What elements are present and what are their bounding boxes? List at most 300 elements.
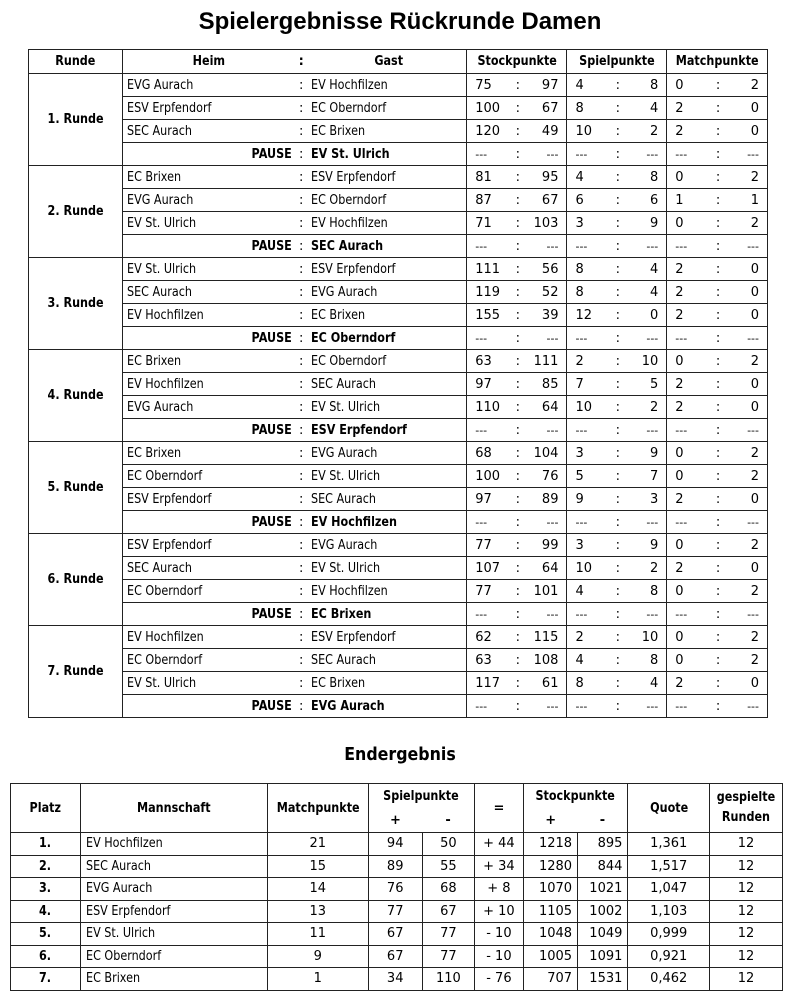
- spiel-separator-text: :: [615, 215, 621, 231]
- home-team-text: EV St. Ulrich: [127, 261, 197, 277]
- game-row: [29, 557, 768, 580]
- match-guest-empty: [723, 695, 767, 718]
- spielpunkte-plus: [368, 878, 422, 901]
- match-separator-text: :: [715, 192, 721, 208]
- stock-guest-empty: [523, 695, 567, 718]
- spielpunkte-minus: [422, 945, 474, 968]
- matchpunkte-text: 1: [313, 971, 322, 987]
- stock-separator-text: :: [515, 675, 521, 691]
- stock-guest-text: 104: [533, 445, 559, 461]
- difference: [474, 833, 523, 856]
- game-row: [29, 350, 768, 373]
- quote: [628, 900, 710, 923]
- platz: [11, 945, 81, 968]
- spielpunkte-minus: [422, 833, 474, 856]
- team-name: [80, 878, 267, 901]
- spiel-separator-text: :: [615, 468, 621, 484]
- match-guest: [723, 465, 767, 488]
- quote: [628, 923, 710, 946]
- guest-team: [307, 465, 467, 488]
- match-home: [667, 373, 713, 396]
- stock-separator-text: :: [515, 100, 521, 116]
- guest-team-text: ESV Erpfendorf: [310, 169, 396, 185]
- match-separator: [713, 488, 723, 511]
- vs-separator-text: :: [299, 514, 304, 530]
- standings-row: [11, 878, 783, 901]
- stock-guest: [523, 373, 567, 396]
- match-home-text: 2: [675, 560, 684, 576]
- match-home: [667, 350, 713, 373]
- match-guest-text: 2: [750, 629, 759, 645]
- stock-guest-text: 64: [541, 399, 559, 415]
- stock-guest-text: 39: [541, 307, 559, 323]
- match-home-empty-text: ---: [675, 423, 688, 437]
- matchpunkte-text: 21: [309, 836, 326, 852]
- stock-separator-text: :: [515, 146, 521, 162]
- match-separator-text: :: [715, 399, 721, 415]
- stock-separator-text: :: [515, 192, 521, 208]
- spielpunkte-minus-text: 50: [440, 836, 457, 852]
- match-home-text: 0: [675, 445, 684, 461]
- matchpunkte: [267, 968, 368, 991]
- home-team-text: EV Hochfilzen: [127, 307, 204, 323]
- match-home-empty-text: ---: [675, 147, 688, 161]
- stock-guest-text: 49: [541, 123, 559, 139]
- gespielte-runden-text: 12: [737, 971, 755, 987]
- stock-guest-empty: [523, 603, 567, 626]
- match-guest-empty: [723, 327, 767, 350]
- vs-separator-text: :: [299, 146, 304, 162]
- spielpunkte-plus-text: 76: [386, 881, 404, 897]
- stock-home: [467, 189, 513, 212]
- stock-home-text: 100: [475, 100, 501, 116]
- match-separator-text: :: [715, 330, 721, 346]
- spiel-separator: [613, 235, 623, 258]
- match-separator: [713, 97, 723, 120]
- stock-separator-text: :: [515, 376, 521, 392]
- match-separator: [713, 327, 723, 350]
- spiel-separator-text: :: [615, 675, 621, 691]
- vs-separator-text: :: [299, 192, 304, 208]
- spiel-home-text: 10: [575, 399, 593, 415]
- results-header-row: [29, 50, 768, 74]
- match-separator: [713, 166, 723, 189]
- stock-guest: [523, 120, 567, 143]
- stock-guest: [523, 212, 567, 235]
- match-separator: [713, 557, 723, 580]
- stock-guest-empty-text: ---: [546, 699, 559, 713]
- pause-row: [29, 419, 768, 442]
- spiel-guest-text: 7: [649, 468, 659, 484]
- spiel-guest-text: 9: [649, 537, 659, 553]
- home-team: [123, 120, 296, 143]
- stock-home: [467, 442, 513, 465]
- stock-separator-text: :: [515, 169, 521, 185]
- spiel-separator-text: :: [615, 238, 621, 254]
- team-name-text: EC Oberndorf: [85, 948, 161, 964]
- vs-separator: [296, 120, 307, 143]
- vs-separator: [296, 511, 307, 534]
- match-separator: [713, 396, 723, 419]
- platz-text: 3.: [39, 881, 52, 897]
- spielpunkte-plus: [368, 945, 422, 968]
- stock-separator: [513, 442, 523, 465]
- stock-home-text: 87: [475, 192, 492, 208]
- stock-separator: [513, 465, 523, 488]
- spiel-separator-text: :: [615, 77, 621, 93]
- difference-text: + 10: [483, 903, 515, 919]
- stockpunkte-minus: [578, 855, 628, 878]
- match-guest-empty-text: ---: [747, 607, 759, 621]
- stock-separator-text: :: [515, 422, 521, 438]
- spiel-home: [567, 672, 613, 695]
- difference: [474, 900, 523, 923]
- spiel-separator-text: :: [615, 330, 621, 346]
- stock-home-text: 120: [475, 123, 501, 139]
- spiel-guest: [623, 97, 667, 120]
- stock-guest-empty: [523, 419, 567, 442]
- game-row: [29, 120, 768, 143]
- stock-separator-text: :: [515, 307, 521, 323]
- guest-team: [307, 212, 467, 235]
- vs-separator-text: :: [299, 284, 304, 300]
- team-name: [80, 833, 267, 856]
- vs-separator-text: :: [299, 537, 304, 553]
- stock-home-text: 110: [475, 399, 501, 415]
- game-row: [29, 304, 768, 327]
- stock-guest-text: 108: [533, 652, 559, 668]
- match-separator-text: :: [715, 698, 721, 714]
- match-separator: [713, 304, 723, 327]
- spiel-guest: [623, 488, 667, 511]
- stockpunkte-minus: [578, 900, 628, 923]
- round-label-text: 7. Runde: [47, 664, 104, 679]
- spiel-guest-text: 8: [649, 77, 659, 93]
- stock-guest-text: 64: [541, 560, 559, 576]
- matchpunkte: [267, 833, 368, 856]
- spiel-guest: [623, 557, 667, 580]
- spiel-separator: [613, 120, 623, 143]
- stock-separator: [513, 534, 523, 557]
- match-guest-text: 0: [750, 491, 759, 507]
- match-separator-text: :: [715, 583, 721, 599]
- spiel-guest-empty: [623, 235, 667, 258]
- quote-text: 0,921: [650, 948, 688, 964]
- stock-guest-text: 76: [541, 468, 559, 484]
- stock-home: [467, 672, 513, 695]
- stock-separator-text: :: [515, 652, 521, 668]
- stock-home: [467, 557, 513, 580]
- spiel-home: [567, 396, 613, 419]
- pause-label: [123, 235, 296, 258]
- spiel-home: [567, 189, 613, 212]
- results-body: [29, 74, 768, 718]
- home-team-text: EV St. Ulrich: [127, 675, 197, 691]
- pause-label-text: PAUSE: [251, 330, 292, 346]
- game-row: [29, 281, 768, 304]
- matchpunkte-text: 14: [309, 881, 326, 897]
- vs-separator: [296, 166, 307, 189]
- spiel-home-empty: [567, 143, 613, 166]
- vs-separator: [296, 580, 307, 603]
- gespielte-runden-text: 12: [737, 881, 755, 897]
- pause-label-text: PAUSE: [251, 606, 292, 622]
- vs-separator: [296, 97, 307, 120]
- standings-row: [11, 923, 783, 946]
- spiel-separator: [613, 97, 623, 120]
- match-separator-text: :: [715, 491, 721, 507]
- platz: [11, 878, 81, 901]
- match-home: [667, 442, 713, 465]
- match-guest: [723, 557, 767, 580]
- vs-separator: [296, 212, 307, 235]
- stock-separator-text: :: [515, 606, 521, 622]
- home-team-text: EV St. Ulrich: [127, 215, 197, 231]
- stock-home-empty: [467, 695, 513, 718]
- vs-separator-text: :: [299, 560, 304, 576]
- stock-guest-empty: [523, 327, 567, 350]
- match-home-text: 2: [675, 284, 684, 300]
- spiel-guest-text: 10: [641, 629, 659, 645]
- match-home-empty-text: ---: [675, 515, 688, 529]
- stock-home-text: 107: [475, 560, 501, 576]
- match-guest-text: 0: [750, 307, 759, 323]
- header-gast: Gast: [307, 50, 467, 74]
- stock-guest: [523, 534, 567, 557]
- spielpunkte-minus-text: 68: [440, 881, 457, 897]
- stockpunkte-plus: [523, 923, 577, 946]
- quote-text: 0,462: [650, 971, 688, 987]
- stock-guest: [523, 258, 567, 281]
- header-matchpunkte: Matchpunkte: [267, 784, 368, 833]
- match-home: [667, 488, 713, 511]
- match-guest-text: 2: [750, 652, 759, 668]
- stock-guest: [523, 672, 567, 695]
- stock-guest-empty-text: ---: [546, 147, 559, 161]
- stockpunkte-plus-text: 1280: [538, 858, 573, 874]
- spiel-home: [567, 212, 613, 235]
- stock-separator-text: :: [515, 261, 521, 277]
- home-team-text: EV Hochfilzen: [127, 629, 204, 645]
- vs-separator: [296, 649, 307, 672]
- spiel-guest: [623, 212, 667, 235]
- spiel-home-empty-text: ---: [575, 423, 588, 437]
- match-separator-text: :: [715, 560, 721, 576]
- match-home-text: 0: [675, 652, 684, 668]
- stock-guest-text: 101: [533, 583, 559, 599]
- spiel-guest-text: 9: [649, 215, 659, 231]
- guest-team-text: EC Oberndorf: [310, 192, 387, 208]
- vs-separator-text: :: [299, 583, 304, 599]
- home-team: [123, 350, 296, 373]
- stock-separator: [513, 695, 523, 718]
- stockpunkte-plus-text: 1048: [538, 926, 573, 942]
- header-matchpunkte: Matchpunkte: [667, 50, 768, 74]
- pause-label: [123, 511, 296, 534]
- stock-separator-text: :: [515, 445, 521, 461]
- match-home: [667, 97, 713, 120]
- spiel-home: [567, 120, 613, 143]
- home-team: [123, 166, 296, 189]
- round-label: [29, 626, 123, 718]
- stock-guest: [523, 281, 567, 304]
- spielpunkte-plus: [368, 923, 422, 946]
- spiel-separator: [613, 626, 623, 649]
- round-label-text: 5. Runde: [47, 480, 104, 495]
- stock-guest-text: 52: [541, 284, 559, 300]
- matchpunkte-text: 11: [309, 926, 326, 942]
- match-guest-text: 2: [750, 215, 759, 231]
- match-home-empty: [667, 511, 713, 534]
- team-name: [80, 900, 267, 923]
- home-team: [123, 396, 296, 419]
- stock-home: [467, 97, 513, 120]
- matchpunkte-text: 9: [313, 948, 322, 964]
- stock-home: [467, 120, 513, 143]
- home-team-text: ESV Erpfendorf: [127, 491, 212, 507]
- guest-team-text: EC Brixen: [310, 123, 365, 139]
- stockpunkte-minus-text: 1091: [589, 948, 623, 964]
- match-home-empty: [667, 235, 713, 258]
- vs-separator-text: :: [299, 491, 304, 507]
- pause-team: [307, 511, 467, 534]
- spiel-separator: [613, 649, 623, 672]
- stock-home-empty-text: ---: [475, 331, 488, 345]
- pause-label-text: PAUSE: [251, 698, 292, 714]
- stock-guest: [523, 557, 567, 580]
- home-team: [123, 281, 296, 304]
- pause-label: [123, 603, 296, 626]
- vs-separator-text: :: [299, 422, 304, 438]
- platz: [11, 833, 81, 856]
- match-separator: [713, 350, 723, 373]
- difference-text: + 34: [483, 858, 515, 874]
- pause-label-text: PAUSE: [251, 238, 292, 254]
- stockpunkte-plus-text: 1105: [538, 903, 573, 919]
- match-separator-text: :: [715, 238, 721, 254]
- pause-team-text: EV St. Ulrich: [310, 146, 390, 162]
- spiel-home: [567, 465, 613, 488]
- header-colon: :: [296, 50, 307, 74]
- spiel-guest-empty-text: ---: [646, 607, 659, 621]
- spiel-guest-text: 2: [649, 123, 659, 139]
- spiel-guest-text: 2: [649, 399, 659, 415]
- vs-separator: [296, 327, 307, 350]
- match-home-text: 0: [675, 77, 684, 93]
- spiel-separator-text: :: [615, 583, 621, 599]
- spiel-guest: [623, 534, 667, 557]
- stock-separator: [513, 281, 523, 304]
- guest-team: [307, 350, 467, 373]
- spiel-separator-text: :: [615, 629, 621, 645]
- guest-team-text: ESV Erpfendorf: [310, 629, 396, 645]
- platz: [11, 923, 81, 946]
- match-guest: [723, 166, 767, 189]
- spiel-home-text: 8: [575, 261, 584, 277]
- stock-separator-text: :: [515, 583, 521, 599]
- home-team: [123, 258, 296, 281]
- match-guest-text: 0: [750, 376, 759, 392]
- spielpunkte-plus-text: 67: [386, 926, 404, 942]
- spielpunkte-minus-text: 67: [440, 903, 457, 919]
- header-stock-plus: +: [523, 808, 577, 833]
- vs-separator: [296, 626, 307, 649]
- match-separator-text: :: [715, 514, 721, 530]
- stock-separator: [513, 511, 523, 534]
- spiel-guest: [623, 166, 667, 189]
- difference-text: - 10: [486, 948, 512, 964]
- match-separator: [713, 120, 723, 143]
- spiel-separator-text: :: [615, 606, 621, 622]
- stock-home: [467, 350, 513, 373]
- stock-separator: [513, 419, 523, 442]
- stock-guest-text: 111: [533, 353, 559, 369]
- home-team: [123, 442, 296, 465]
- spiel-home: [567, 626, 613, 649]
- match-separator-text: :: [715, 146, 721, 162]
- match-separator-text: :: [715, 215, 721, 231]
- spiel-guest: [623, 465, 667, 488]
- spiel-home-text: 12: [575, 307, 593, 323]
- spiel-separator-text: :: [615, 192, 621, 208]
- match-separator-text: :: [715, 284, 721, 300]
- match-home-text: 2: [675, 376, 684, 392]
- match-guest-empty-text: ---: [747, 423, 759, 437]
- stock-guest-text: 95: [541, 169, 559, 185]
- spiel-guest: [623, 396, 667, 419]
- spiel-separator-text: :: [615, 514, 621, 530]
- spiel-separator: [613, 304, 623, 327]
- guest-team: [307, 534, 467, 557]
- match-separator-text: :: [715, 100, 721, 116]
- match-home: [667, 166, 713, 189]
- header-mannschaft: Mannschaft: [80, 784, 267, 833]
- home-team-text: EC Oberndorf: [127, 468, 203, 484]
- stock-home-text: 81: [475, 169, 492, 185]
- stock-guest-text: 89: [541, 491, 559, 507]
- match-separator-text: :: [715, 675, 721, 691]
- stockpunkte-minus: [578, 923, 628, 946]
- header-runde: Runde: [29, 50, 123, 74]
- vs-separator: [296, 465, 307, 488]
- spiel-guest-text: 3: [649, 491, 659, 507]
- match-separator-text: :: [715, 376, 721, 392]
- stock-guest: [523, 465, 567, 488]
- gespielte-runden-text: 12: [737, 948, 755, 964]
- match-guest-text: 0: [750, 284, 759, 300]
- stock-guest: [523, 304, 567, 327]
- game-row: [29, 442, 768, 465]
- match-separator: [713, 419, 723, 442]
- match-separator: [713, 212, 723, 235]
- pause-team-text: ESV Erpfendorf: [310, 422, 407, 438]
- spiel-guest-empty-text: ---: [646, 147, 659, 161]
- match-home-text: 0: [675, 537, 684, 553]
- match-home-empty: [667, 143, 713, 166]
- stock-separator: [513, 649, 523, 672]
- match-separator: [713, 511, 723, 534]
- team-name: [80, 923, 267, 946]
- stock-home-text: 71: [475, 215, 492, 231]
- stockpunkte-plus: [523, 968, 577, 991]
- spiel-home: [567, 304, 613, 327]
- spiel-guest-text: 4: [649, 675, 659, 691]
- stock-separator: [513, 304, 523, 327]
- spiel-guest-empty: [623, 327, 667, 350]
- stock-separator: [513, 212, 523, 235]
- stock-home-text: 119: [475, 284, 501, 300]
- spielpunkte-plus-text: 89: [386, 858, 404, 874]
